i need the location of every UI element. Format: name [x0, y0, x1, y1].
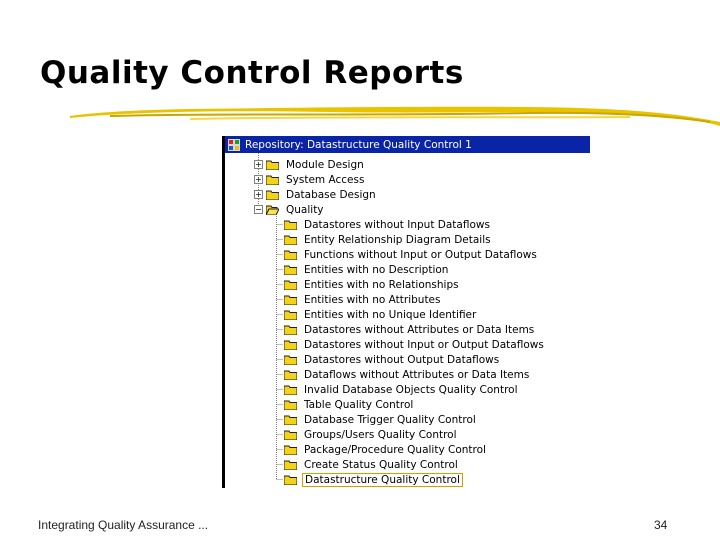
folder-icon — [284, 385, 297, 395]
quality-report-label: Datastores without Input or Output Dataflows — [304, 338, 544, 351]
quality-report-label: Create Status Quality Control — [304, 458, 458, 471]
quality-report-label: Datastores without Output Dataflows — [304, 353, 500, 366]
folder-icon — [284, 235, 297, 245]
quality-report-item[interactable] — [284, 247, 539, 262]
quality-report-item[interactable] — [284, 337, 546, 352]
quality-report-label: Entities with no Description — [304, 263, 449, 276]
folder-icon — [284, 340, 297, 350]
folder-icon — [284, 370, 297, 380]
folder-icon — [284, 280, 297, 290]
folder-icon — [266, 160, 279, 170]
quality-report-label: Datastores without Attributes or Data Items — [304, 323, 535, 336]
quality-report-item[interactable] — [284, 472, 463, 487]
quality-report-item[interactable] — [284, 262, 450, 277]
quality-report-item[interactable] — [284, 427, 459, 442]
quality-report-label: Functions without Input or Output Dataflows — [304, 248, 537, 261]
tree-node-label: Database Design — [286, 188, 376, 201]
folder-icon — [266, 175, 279, 185]
tree-node-quality[interactable] — [254, 202, 326, 217]
quality-report-item[interactable] — [284, 307, 478, 322]
folder-icon — [284, 265, 297, 275]
quality-report-item[interactable] — [284, 322, 536, 337]
tree-node-label: System Access — [286, 173, 365, 186]
open-folder-icon — [266, 205, 279, 215]
folder-icon — [284, 430, 297, 440]
folder-icon — [284, 355, 297, 365]
tree-node-label: Module Design — [286, 158, 364, 171]
folder-icon — [284, 220, 297, 230]
folder-icon — [284, 325, 297, 335]
folder-icon — [284, 475, 297, 485]
plus-expander-icon[interactable]: + — [255, 160, 262, 169]
quality-report-item[interactable] — [284, 292, 443, 307]
footer-text: Integrating Quality Assurance ... — [38, 518, 209, 532]
quality-report-item[interactable] — [284, 457, 460, 472]
tree-node-label: Quality — [286, 203, 324, 216]
quality-report-label: Entity Relationship Diagram Details — [304, 233, 491, 246]
tree-node-module-design[interactable] — [254, 157, 366, 172]
quality-report-label: Entities with no Attributes — [304, 293, 441, 306]
quality-report-item[interactable] — [284, 367, 531, 382]
title-underline-brush — [70, 104, 720, 130]
folder-icon — [284, 460, 297, 470]
quality-report-label: Dataflows without Attributes or Data Items — [304, 368, 530, 381]
quality-report-item[interactable] — [284, 412, 478, 427]
page-number: 34 — [654, 518, 668, 532]
folder-icon — [284, 400, 297, 410]
quality-report-item[interactable] — [284, 217, 492, 232]
minus-expander-icon[interactable]: − — [255, 205, 262, 214]
slide-title: Quality Control Reports — [40, 55, 464, 91]
quality-report-label: Datastructure Quality Control — [302, 473, 463, 487]
repository-title: Repository: Datastructure Quality Control 1 — [245, 138, 472, 151]
repository-tree-panel — [222, 136, 590, 488]
folder-icon — [284, 415, 297, 425]
tree-node-database-design[interactable] — [254, 187, 378, 202]
quality-report-label: Invalid Database Objects Quality Control — [304, 383, 518, 396]
quality-report-item[interactable] — [284, 382, 520, 397]
folder-icon — [266, 190, 279, 200]
quality-report-item[interactable] — [284, 397, 415, 412]
quality-report-label: Table Quality Control — [304, 398, 414, 411]
quality-report-label: Database Trigger Quality Control — [304, 413, 476, 426]
quality-report-item[interactable] — [284, 232, 493, 247]
quality-report-label: Package/Procedure Quality Control — [304, 443, 486, 456]
quality-report-label: Entities with no Unique Identifier — [304, 308, 477, 321]
quality-report-label: Groups/Users Quality Control — [304, 428, 457, 441]
tree-node-system-access[interactable] — [254, 172, 366, 187]
plus-expander-icon[interactable]: + — [255, 175, 262, 184]
quality-report-label: Entities with no Relationships — [304, 278, 459, 291]
folder-icon — [284, 295, 297, 305]
plus-expander-icon[interactable]: + — [255, 190, 262, 199]
quality-report-item[interactable] — [284, 352, 501, 367]
quality-report-label: Datastores without Input Dataflows — [304, 218, 490, 231]
folder-icon — [284, 445, 297, 455]
folder-icon — [284, 250, 297, 260]
quality-report-item[interactable] — [284, 442, 488, 457]
folder-icon — [284, 310, 297, 320]
quality-report-item[interactable] — [284, 277, 461, 292]
